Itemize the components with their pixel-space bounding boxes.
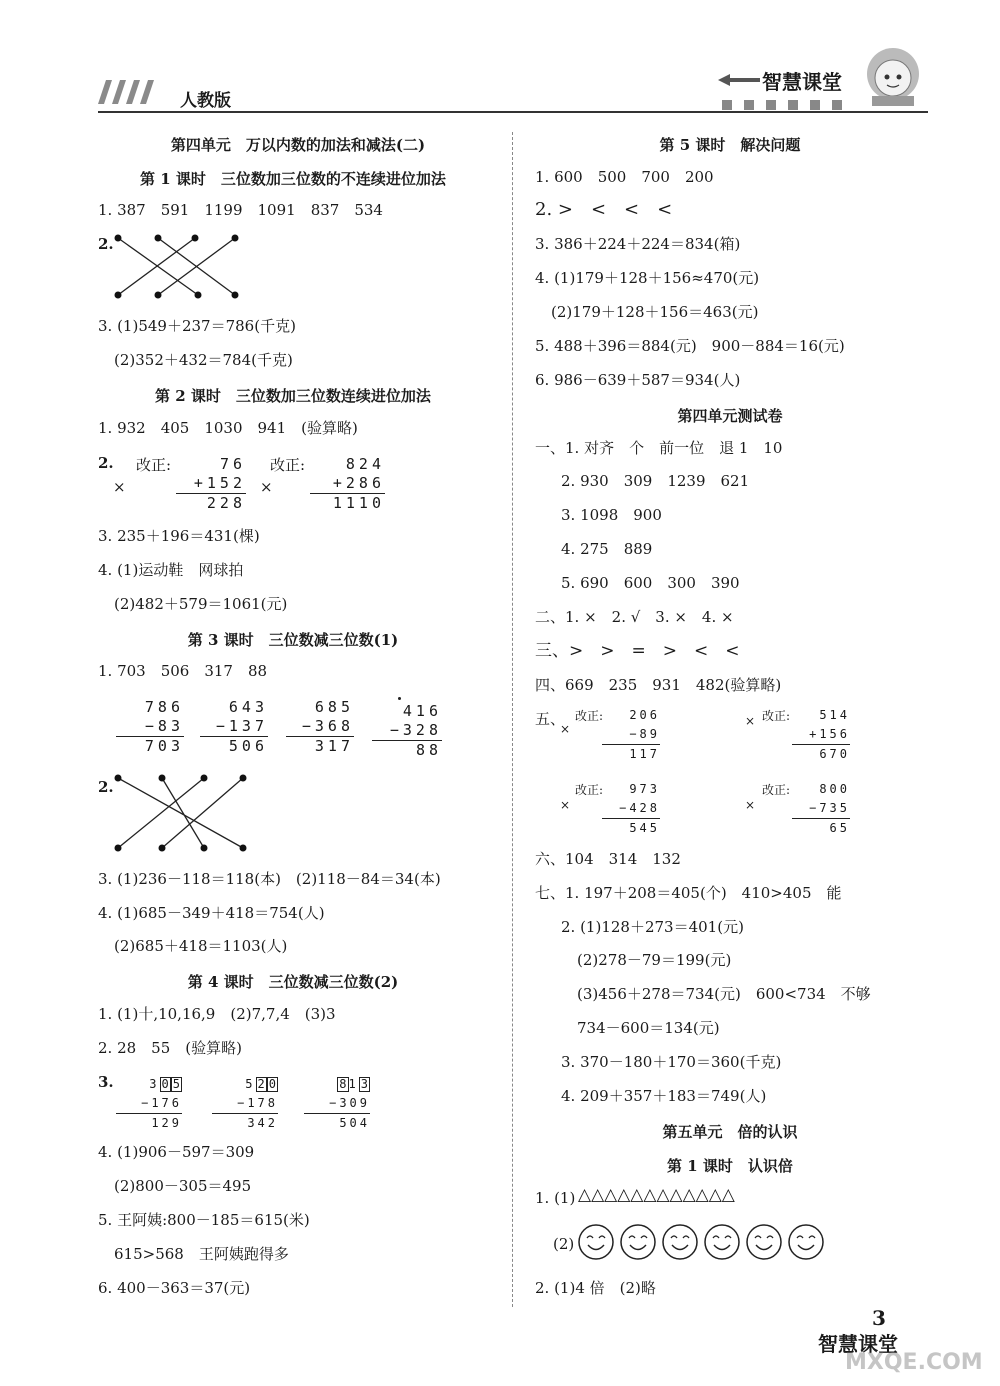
unit4-test-title: 第四单元测试卷 (677, 407, 783, 425)
test-s1-2: 2. 930 309 1239 621 (561, 472, 750, 490)
l5-answer-5: 5. 488＋396＝884(元) 900－884＝16(元) (535, 337, 845, 355)
l4-answer-5a: 5. 王阿姨:800－185＝615(米) (98, 1211, 310, 1229)
l5-answer-4a: 4. (1)179＋128＋156≈470(元) (535, 269, 760, 287)
subtraction-calc-3: 685 −368 317 (286, 698, 354, 756)
test-s7-3: 3. 370－180＋170＝360(千克) (561, 1053, 782, 1071)
smiley-face-icon (579, 1225, 613, 1259)
l3-answer-3: 3. (1)236－118＝118(本) (2)118－84＝34(本) (98, 870, 441, 888)
u5-answer-1b-label: (2) (553, 1235, 575, 1253)
correction-calc-2: 824 +286 1110 (310, 455, 385, 513)
lesson5-title: 第 5 课时 解决问题 (659, 136, 801, 154)
l4-answer-1: 1. (1)十,10,16,9 (2)7,7,4 (3)3 (98, 1005, 336, 1023)
correction-label: 改正: (575, 709, 604, 723)
subtraction-calc-2: 643 −137 506 (200, 698, 268, 756)
correction-label: 改正: (575, 783, 604, 797)
unit5-lesson1-title: 第 1 课时 认识倍 (667, 1157, 793, 1175)
test-s7-2d: 734－600＝134(元) (577, 1019, 720, 1037)
test-s2: 二、1. × 2. √ 3. × 4. × (535, 608, 734, 626)
l5-answer-4b: (2)179＋128＋156＝463(元) (551, 303, 759, 321)
smiley-face-icon (789, 1225, 823, 1259)
l3-answer-2-label: 2. (98, 778, 114, 796)
correction-label: 改正: (762, 783, 791, 797)
subtraction-calc-4: 416 −328 88 (372, 702, 442, 760)
correction-label: 改正: (762, 709, 791, 723)
lesson2-title: 第 2 课时 三位数加三位数连续进位加法 (155, 387, 431, 405)
box-subtraction-calc-3: 8 1 3 −309 504 (304, 1075, 370, 1133)
l2-answer-2-label: 2. (98, 454, 114, 472)
u5-answer-2: 2. (1)4 倍 (2)略 (535, 1279, 656, 1297)
test-s7-2b: (2)278－79＝199(元) (577, 951, 732, 969)
page-number: 3 (872, 1306, 886, 1330)
test-s7-2c: (3)456＋278＝734(元) 600<734 不够 (577, 985, 871, 1003)
wrong-mark: × (560, 798, 571, 812)
smiley-faces-row (578, 1222, 838, 1266)
l1-answer-3a: 3. (1)549＋237＝786(千克) (98, 317, 296, 335)
correction-label: 改正: (136, 456, 172, 474)
matching-lines-diagram-1 (110, 232, 245, 306)
test-s1-4: 4. 275 889 (561, 540, 653, 558)
l4-answer-4b: (2)800－305＝495 (114, 1177, 252, 1195)
test-s1-1: 一、1. 对齐 个 前一位 退 1 10 (535, 439, 783, 457)
smiley-face-icon (621, 1225, 655, 1259)
lesson3-title: 第 3 课时 三位数减三位数(1) (187, 631, 399, 649)
l5-answer-2: 2. > < < < (535, 199, 673, 220)
l1-answer-2-label: 2. (98, 235, 114, 253)
arrow-icon (718, 72, 762, 92)
column-divider (512, 132, 513, 1307)
test-correction-calc-1: 206 −89 117 (602, 706, 660, 764)
edition-label: 人教版 (180, 91, 231, 111)
l2-answer-1: 1. 932 405 1030 941 (验算略) (98, 419, 358, 437)
correction-calc-1: 76 +152 228 (176, 455, 246, 513)
wrong-mark: × (113, 478, 126, 496)
box-subtraction-calc-1: 3 0 5 −176 129 (116, 1075, 182, 1133)
lesson4-title: 第 4 课时 三位数减三位数(2) (187, 973, 399, 991)
l2-answer-3: 3. 235＋196＝431(棵) (98, 527, 260, 545)
matching-lines-diagram-2 (108, 772, 253, 858)
l3-answer-4a: 4. (1)685－349＋418＝754(人) (98, 904, 325, 922)
brand-title: 智慧课堂 (762, 70, 842, 94)
correction-label: 改正: (270, 456, 306, 474)
l2-answer-4a: 4. (1)运动鞋 网球拍 (98, 561, 244, 579)
girl-mascot-icon (858, 42, 928, 116)
wrong-mark: × (560, 722, 571, 736)
test-s4: 四、669 235 931 482(验算略) (535, 676, 782, 694)
subtraction-calc-1: 786 −83 703 (116, 698, 184, 756)
l5-answer-6: 6. 986－639＋587＝934(人) (535, 371, 741, 389)
l4-answer-2: 2. 28 55 (验算略) (98, 1039, 242, 1057)
smiley-face-icon (705, 1225, 739, 1259)
lesson1-title: 第 1 课时 三位数加三位数的不连续进位加法 (140, 170, 446, 188)
l4-answer-5b: 615>568 王阿姨跑得多 (114, 1245, 289, 1263)
header-rule (98, 111, 928, 113)
l2-answer-4b: (2)482＋579＝1061(元) (114, 595, 288, 613)
l3-answer-4b: (2)685＋418＝1103(人) (114, 937, 288, 955)
wrong-mark: × (745, 714, 756, 728)
test-s7-2a: 2. (1)128＋273＝401(元) (561, 918, 744, 936)
l4-answer-6: 6. 400－363＝37(元) (98, 1279, 251, 1297)
l5-answer-1: 1. 600 500 700 200 (535, 168, 714, 186)
wrong-mark: × (260, 478, 273, 496)
test-s7-1: 七、1. 197＋208＝405(个) 410>405 能 (535, 884, 842, 902)
test-correction-calc-2: 514 +156 670 (792, 706, 850, 764)
smiley-face-icon (663, 1225, 697, 1259)
watermark: MXQE.COM (845, 1350, 983, 1375)
header-stripes-icon (98, 80, 162, 108)
unit4-title: 第四单元 万以内数的加法和减法(二) (170, 136, 426, 154)
u5-answer-1a-label: 1. (1) (535, 1189, 576, 1207)
smiley-face-icon (747, 1225, 781, 1259)
l4-answer-3-label: 3. (98, 1073, 114, 1091)
footer-brand: 智慧课堂 (818, 1332, 898, 1356)
test-correction-calc-3: 973 −428 545 (602, 780, 660, 838)
test-s6: 六、104 314 132 (535, 850, 681, 868)
l1-answer-1: 1. 387 591 1199 1091 837 534 (98, 201, 383, 219)
box-subtraction-calc-2: 5 2 0 −178 342 (212, 1075, 278, 1133)
l3-answer-1: 1. 703 506 317 88 (98, 662, 268, 680)
test-s5-label: 五、 (535, 710, 566, 728)
test-correction-calc-4: 800 −735 65 (792, 780, 850, 838)
test-s1-3: 3. 1098 900 (561, 506, 662, 524)
l5-answer-3: 3. 386＋224＋224＝834(箱) (535, 235, 741, 253)
borrow-dot-icon (398, 697, 401, 700)
triangles-row: △△△△△△△△△△△△ (578, 1185, 735, 1205)
test-s3: 三、> > = > < < (535, 641, 740, 661)
test-s1-5: 5. 690 600 300 390 (561, 574, 740, 592)
l1-answer-3b: (2)352＋432＝784(千克) (114, 351, 293, 369)
l4-answer-4a: 4. (1)906－597＝309 (98, 1143, 255, 1161)
wrong-mark: × (745, 798, 756, 812)
unit5-title: 第五单元 倍的认识 (662, 1123, 798, 1141)
test-s7-4: 4. 209＋357＋183＝749(人) (561, 1087, 767, 1105)
